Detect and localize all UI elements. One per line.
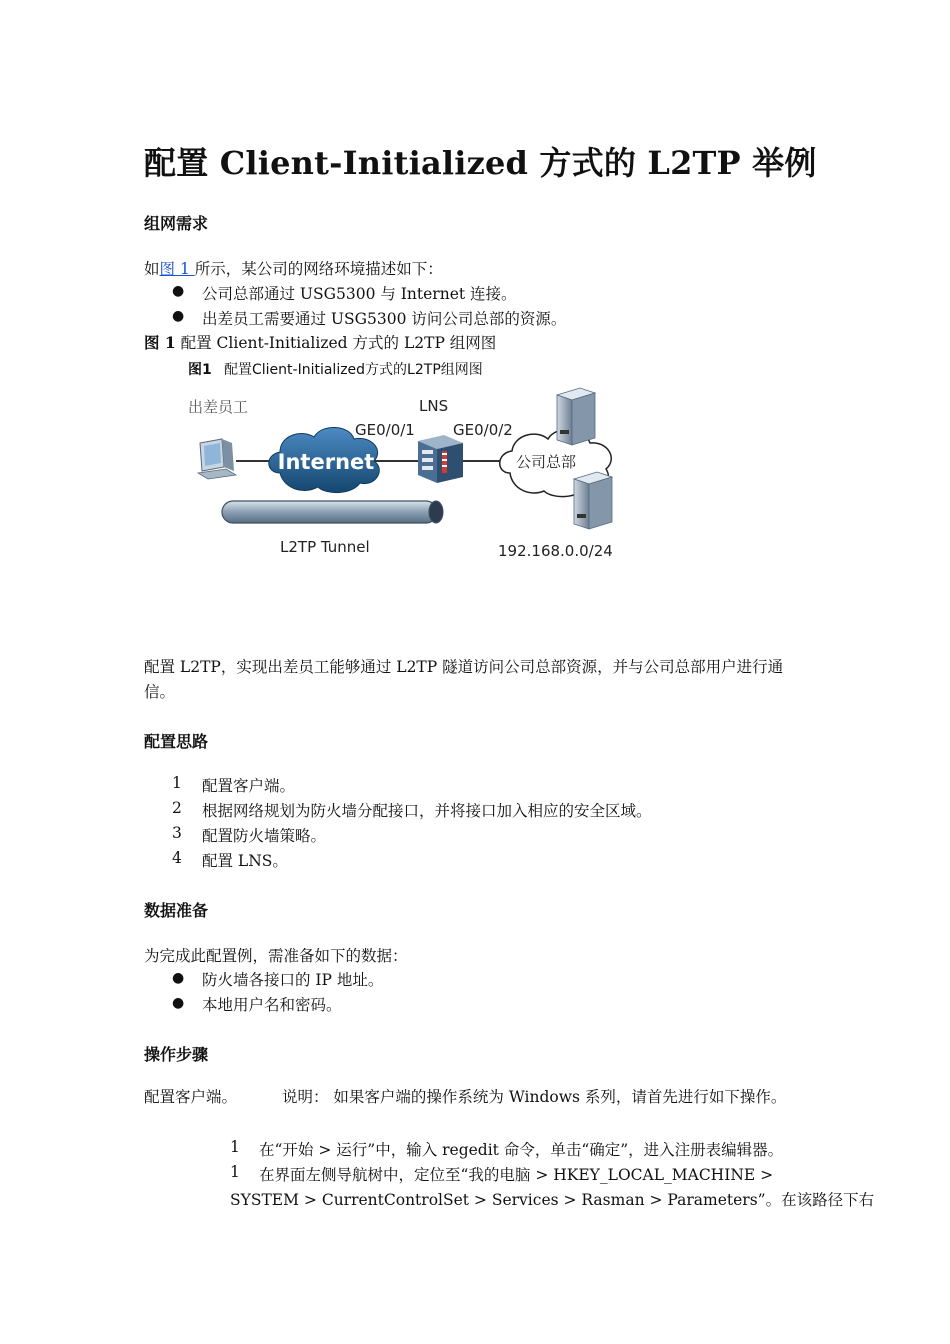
server-icon <box>557 388 595 445</box>
figure-caption-text: 配置 Client-Initialized 方式的 L2TP 组网图 <box>175 334 497 352</box>
page-title: 配置 Client-Initialized 方式的 L2TP 举例 <box>144 144 817 182</box>
sub-step-text: 在“开始 > 运行”中，输入 regedit 命令，单击“确定”，进入注册表编辑器。 <box>259 1141 784 1159</box>
step-number: 4 <box>172 849 182 867</box>
sub-step-number: 1 <box>230 1163 240 1181</box>
bullet-item: 出差员工需要通过 USG5300 访问公司总部的资源。 <box>202 310 567 328</box>
subnet-label: 192.168.0.0/24 <box>498 542 613 560</box>
hq-label: 公司总部 <box>515 453 577 471</box>
procedure-step-text: 配置客户端。 <box>144 1088 238 1106</box>
procedure-note: 说明： 如果客户端的操作系统为 Windows 系列，请首先进行如下操作。 <box>282 1088 787 1106</box>
figure-caption <box>144 331 496 353</box>
firewall-icon <box>418 435 463 483</box>
bullet-dot: ● <box>172 283 185 299</box>
section-heading-config-ideas: 配置思路 <box>144 732 209 751</box>
bullet-dot: ● <box>172 995 185 1011</box>
section-heading-procedure: 操作步骤 <box>144 1045 209 1064</box>
ge1-label: GE0/0/1 <box>355 421 415 439</box>
sub-step-number: 1 <box>230 1138 240 1156</box>
step-text: 配置 LNS。 <box>202 852 288 870</box>
section-heading-data-prep: 数据准备 <box>144 901 209 920</box>
l2tp-tunnel-pipe <box>222 501 443 523</box>
lns-label: LNS <box>419 397 449 415</box>
pc-icon <box>198 439 236 479</box>
tunnel-label: L2TP Tunnel <box>280 538 370 556</box>
section-heading-network-requirements: 组网需求 <box>144 214 209 233</box>
internet-label: Internet <box>277 450 375 474</box>
bullet-dot: ● <box>172 970 185 986</box>
step-text: 配置防火墙策略。 <box>202 827 327 845</box>
network-diagram <box>180 355 630 570</box>
step-text: 根据网络规划为防火墙分配接口，并将接口加入相应的安全区域。 <box>202 802 652 820</box>
step-number: 2 <box>172 799 182 817</box>
bullet-item: 防火墙各接口的 IP 地址。 <box>202 971 384 989</box>
figure-caption-label: 图 1 <box>144 333 176 352</box>
figure-title-label: 图1 <box>188 362 212 378</box>
sub-step-text: 在界面左侧导航树中，定位至“我的电脑 > HKEY_LOCAL_MACHINE > <box>259 1166 774 1184</box>
figure-title-text: 配置Client-Initialized方式的L2TP组网图 <box>224 362 483 378</box>
bullet-item: 公司总部通过 USG5300 与 Internet 连接。 <box>202 285 517 303</box>
data-prep-intro: 为完成此配置例，需准备如下的数据： <box>144 947 408 965</box>
intro-prefix: 如 <box>144 260 160 278</box>
figure-1-link[interactable]: 图 1 <box>159 260 195 278</box>
bullet-dot: ● <box>172 308 185 324</box>
ge2-label: GE0/0/2 <box>453 421 513 439</box>
intro-suffix: 所示，某公司的网络环境描述如下： <box>194 260 443 278</box>
server-icon <box>574 472 612 529</box>
step-text: 配置客户端。 <box>202 777 296 795</box>
bullet-item: 本地用户名和密码。 <box>202 996 342 1014</box>
intro-paragraph <box>144 257 443 279</box>
remote-staff-label: 出差员工 <box>188 398 249 416</box>
goal-paragraph-line-1: 配置 L2TP，实现出差员工能够通过 L2TP 隧道访问公司总部资源，并与公司总部用户进行通 <box>144 658 784 676</box>
goal-paragraph-line-2: 信。 <box>144 683 176 701</box>
sub-step-continuation: SYSTEM > CurrentControlSet > Services > Rasman > Parameters”。在该路径下右 <box>230 1191 875 1209</box>
step-number: 1 <box>172 774 182 792</box>
step-number: 3 <box>172 824 182 842</box>
